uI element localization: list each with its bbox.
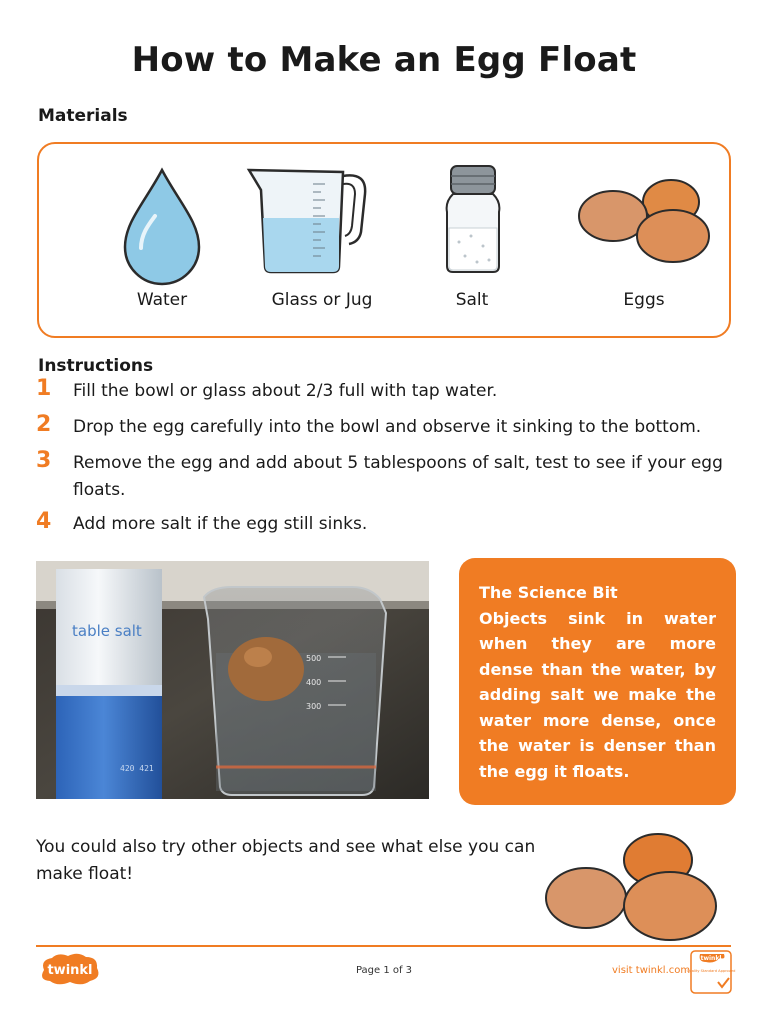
- materials-box: [37, 142, 731, 338]
- material-water: [75, 144, 249, 336]
- quality-badge: [686, 950, 736, 994]
- materials-heading: Materials: [38, 106, 128, 126]
- experiment-photo-graphic: [36, 561, 429, 799]
- step-text: Add more salt if the egg still sinks.: [73, 514, 368, 534]
- material-label: Salt: [455, 290, 489, 310]
- page-number: Page 1 of 3: [355, 965, 413, 976]
- material-label: Eggs: [623, 290, 665, 310]
- visit-link[interactable]: visit twinkl.com: [612, 965, 691, 976]
- salt-shaker-icon: [385, 162, 559, 282]
- photo-jug-mark: 400: [306, 678, 322, 687]
- material-salt: [385, 144, 559, 336]
- closing-text: You could also try other objects and see what else you can make float!: [36, 837, 536, 884]
- science-heading: The Science Bit: [479, 583, 618, 602]
- eggs-illustration: [540, 826, 730, 946]
- science-body: Objects sink in water when they are more dense than the water, by adding salt we make the water more dense, once the water is denser than the egg it floats.: [479, 608, 716, 781]
- step-text: Fill the bowl or glass about 2/3 full with tap water.: [73, 381, 498, 401]
- instructions-heading: Instructions: [38, 356, 154, 376]
- photo-jug-mark: 500: [306, 654, 322, 663]
- step-text: Remove the egg and add about 5 tablespoons of salt, test to see if your egg floats.: [73, 453, 723, 500]
- badge-brand: twinkl: [700, 955, 722, 962]
- step-number: 4: [36, 509, 52, 534]
- step-number: 2: [36, 412, 52, 437]
- photo-jug-mark: 300: [306, 702, 322, 711]
- science-callout: [459, 558, 736, 805]
- measuring-jug-icon: [235, 162, 409, 282]
- badge-text: Quality Standard Approved: [686, 969, 736, 973]
- material-eggs: [557, 144, 731, 336]
- water-drop-icon: [75, 162, 249, 282]
- material-label: Glass or Jug: [271, 290, 373, 310]
- page-title: How to Make an Egg Float: [131, 40, 637, 80]
- photo-can-code: 420 421: [120, 764, 154, 773]
- logo-text: twinkl: [47, 963, 93, 978]
- step-number: 1: [36, 376, 52, 401]
- step-number: 3: [36, 448, 52, 473]
- material-label: Water: [136, 290, 188, 310]
- eggs-icon: [557, 162, 731, 282]
- material-jug: [235, 144, 409, 336]
- footer-divider: [36, 945, 731, 947]
- step-text: Drop the egg carefully into the bowl and observe it sinking to the bottom.: [73, 417, 702, 437]
- photo-can-label: table salt: [72, 622, 142, 640]
- experiment-photo: [36, 561, 429, 799]
